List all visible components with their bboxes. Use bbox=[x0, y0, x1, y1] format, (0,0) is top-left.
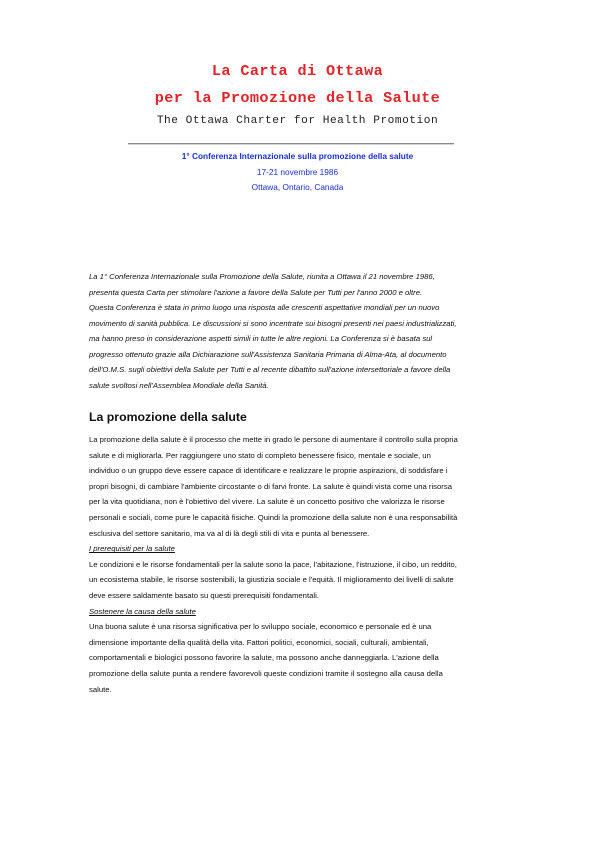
body-line: un ecosistema stabile, le risorse sostenibili, la giustizia sociale e l'equità. Il miglioramento dei livelli di salute bbox=[89, 575, 454, 585]
intro-line: La 1° Conferenza Internazionale sulla Promozione della Salute, riunita a Ottawa il 21 novembre 1986, bbox=[89, 272, 435, 281]
intro-line: presenta questa Carta per stimolare l'azione a favore della Salute per Tutti per l'anno 2000 e oltre. bbox=[89, 287, 423, 297]
body-line: propri bisogni, di cambiare l'ambiente circostante o di farvi fronte. La salute è quindi vista come una risorsa bbox=[89, 481, 452, 491]
intro-line: ma hanno preso in considerazione aspetti simili in tutte le altre regioni. La Conferenza si è basata sul bbox=[89, 334, 433, 343]
body-line: comportamentali e biologici possono favorire la salute, ma possono anche danneggiarla. L'azione della bbox=[89, 653, 439, 663]
body-line: salute e di migliorarla. Per raggiungere uno stato di completo benessere fisico, mentale e sociale, un bbox=[89, 450, 431, 460]
intro-line: movimento di sanità pubblica. Le discussioni si sono incentrate sui bisogni presenti nei paesi industrializzati, bbox=[89, 318, 457, 328]
body-line: promozione della salute punta a rendere favorevoli queste condizioni tramite il sostegno alla causa della bbox=[89, 668, 443, 678]
body-line: dimensione importante della qualità della vita. Fattori politici, economici, sociali, culturali, ambientali, bbox=[89, 637, 429, 647]
body-line: per la vita quotidiana, non è l'obiettivo del vivere. La salute è un concetto positivo che valorizza le risorse bbox=[89, 497, 445, 507]
body-line: individuo o un gruppo deve essere capace di identificare e realizzare le proprie aspirazioni, di soddisfare i bbox=[89, 466, 448, 476]
body-line: salute. bbox=[89, 684, 112, 694]
body-line: Le condizioni e le risorse fondamentali per la salute sono la pace, l'abitazione, l'istruzione, il cibo, un reddito, bbox=[89, 559, 457, 569]
body-line: La promozione della salute è il processo che mette in grado le persone di aumentare il controllo sulla propria bbox=[89, 435, 458, 444]
section-heading: La promozione della salute bbox=[89, 410, 247, 424]
header-divider bbox=[128, 143, 454, 145]
intro-line: progresso ottenuto grazie alla Dichiarazione sull'Assistenza Sanitaria Primaria di Alma-Ata, al documento bbox=[89, 349, 447, 359]
title-line-2: per la Promozione della Salute bbox=[154, 89, 441, 107]
section-body bbox=[89, 432, 519, 697]
intro-paragraph bbox=[89, 269, 519, 393]
body-line: Una buona salute è una risorsa significativa per lo sviluppo sociale, economico e personale ed è una bbox=[89, 622, 432, 632]
conference-name: 1° Conferenza Internazionale sulla promozione della salute bbox=[181, 151, 414, 161]
body-line: esclusiva del settore sanitario, ma va al di là degli stili di vita e punta al benessere. bbox=[89, 528, 370, 538]
subheading-advocacy: Sostenere la causa della salute bbox=[89, 606, 196, 616]
body-line: deve essere saldamente basato su questi prerequisiti fondamentali. bbox=[89, 590, 319, 600]
intro-line: Questa Conferenza è stata in primo luogo una risposta alle crescenti aspettative mondiali per un nuovo bbox=[89, 303, 440, 312]
conference-location: Ottawa, Ontario, Canada bbox=[251, 182, 344, 192]
body-line: personali e sociali, come pure le capacità fisiche. Quindi la promozione della salute non è una responsabilità bbox=[89, 512, 458, 522]
intro-line: dell'O.M.S. sugli obiettivi della Salute per Tutti e al recente dibattito sull'azione intersettoriale a favore della bbox=[89, 365, 451, 374]
english-subtitle: The Ottawa Charter for Health Promotion bbox=[156, 115, 439, 127]
intro-line: salute svoltosi nell'Assemblea Mondiale della Sanità. bbox=[89, 380, 269, 390]
subheading-prerequisites: I prerequisiti per la salute bbox=[89, 544, 175, 554]
conference-dates: 17-21 novembre 1986 bbox=[256, 167, 339, 177]
title-line-1: La Carta di Ottawa bbox=[211, 62, 384, 80]
